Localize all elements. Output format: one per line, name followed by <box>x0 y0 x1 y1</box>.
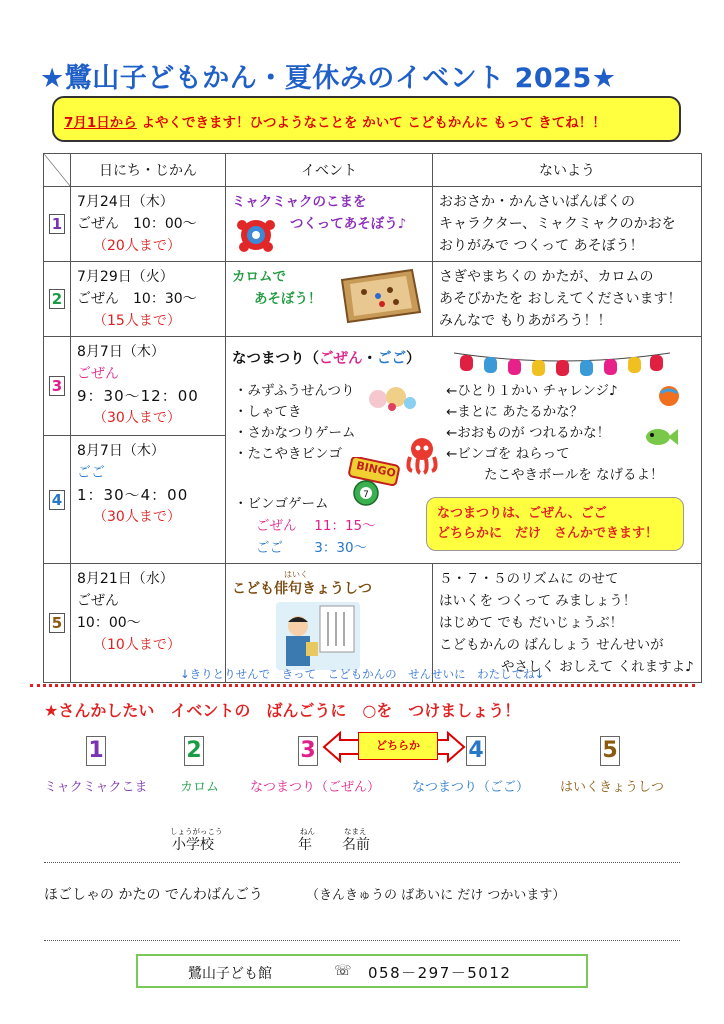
row-number: 2 <box>49 289 65 309</box>
event-ruby: はいく <box>284 570 308 579</box>
table-header-row <box>44 154 702 187</box>
phone-number: 058－297－5012 <box>368 964 512 982</box>
row-time: ごぜん 10：30～ <box>77 291 197 307</box>
row-limit: （15人まで） <box>93 313 181 329</box>
option-number-4[interactable]: 4 <box>466 736 486 766</box>
phone-label: ほごしゃの かたの でんわばんごう <box>44 887 263 903</box>
header-event: イベント <box>226 154 433 187</box>
table-row <box>44 262 702 337</box>
list-item: ・さかなつりゲーム <box>234 425 356 441</box>
myakumyaku-top-illustration <box>234 213 278 253</box>
option-label-1: ミャクミャクこま <box>44 780 148 795</box>
grade-label: 年 <box>298 837 312 853</box>
event-title-line1: ミャクミャクのこまを <box>232 194 367 210</box>
notice-text: よやくできます！ひつようなことを かいて こどもかんに もって きてね！！ <box>136 115 606 131</box>
row-limit: （30人まで） <box>93 410 181 426</box>
option-label-5: はいくきょうしつ <box>560 780 665 795</box>
name-label: 名前 <box>342 837 370 853</box>
list-item: ・みずふうせんつり <box>234 383 355 399</box>
notice-date: 7月1日から <box>64 115 137 131</box>
schedule-table <box>43 153 702 683</box>
bingo-game-label: ・ビンゴゲーム <box>234 496 329 512</box>
row-event-cell <box>226 262 433 337</box>
event-title-line2: あそぼう！ <box>254 291 322 307</box>
row-date: 8月7日（木） <box>77 344 165 360</box>
table-row <box>44 564 702 683</box>
natsumatsuri-note: なつまつりは、ごぜん、ごご どちらかに だけ さんかできます！ <box>426 497 684 551</box>
either-label: どちらか <box>358 732 438 760</box>
row-number: 1 <box>49 214 65 234</box>
option-label-2: カロム <box>180 780 220 795</box>
header-date: 日にち・じかん <box>71 154 226 187</box>
content-line: キャラクター、ミャクミャクのかおを <box>439 216 676 232</box>
org-name: 鷺山子ども館 <box>188 966 272 982</box>
row-date-cell <box>71 436 226 564</box>
row-content-cell <box>433 564 702 683</box>
phone-icon: ☏ <box>334 963 352 979</box>
name-write-line[interactable] <box>44 862 680 863</box>
natsumatsuri-cell <box>226 337 702 564</box>
bingo-sign-text: BINGO <box>355 458 397 481</box>
list-item: ・たこやきビンゴ <box>234 446 342 462</box>
event-title-line1: カロムで <box>232 269 286 285</box>
description-line: ←おおものが つれるかな！ <box>446 425 611 441</box>
option-number-3[interactable]: 3 <box>298 736 318 766</box>
carrom-board-illustration <box>334 266 422 326</box>
fish-illustration <box>642 425 678 449</box>
row-limit: （20人まで） <box>93 238 181 254</box>
row-period: ごご <box>77 465 105 481</box>
bingo-am-time: ごぜん 11：15～ <box>256 518 376 534</box>
cut-line <box>30 684 695 687</box>
content-line: おりがみで つくって あそぼう！ <box>439 238 644 254</box>
natsumatsuri-items <box>234 381 356 465</box>
school-label: 小学校 <box>172 837 214 853</box>
row-date: 7月24日（木） <box>77 194 174 210</box>
water-balloon-animals-illustration <box>366 377 416 411</box>
row-date-cell <box>71 187 226 262</box>
description-line: ←ひとり１かい チャレンジ♪ <box>446 383 618 399</box>
event-title-line2: つくってあそぼう♪ <box>290 216 407 232</box>
content-line: やさしく おしえて くれますよ♪ <box>501 659 694 675</box>
list-item: ・しゃてき <box>234 404 302 420</box>
option-number-1[interactable]: 1 <box>86 736 106 766</box>
row-time-label: ごぜん <box>77 593 119 609</box>
row-event-cell <box>226 564 433 683</box>
row-date-cell <box>71 337 226 436</box>
bingo-game-block <box>234 493 376 559</box>
table-row <box>44 337 702 436</box>
row-content-cell <box>433 187 702 262</box>
header-content: ないよう <box>433 154 702 187</box>
row-time: 1：30～4：00 <box>77 486 189 504</box>
description-line: ←まとに あたるかな？ <box>446 404 584 420</box>
natsumatsuri-title: なつまつり（ごぜん・ごご） <box>232 351 421 367</box>
phone-write-line[interactable] <box>44 940 680 941</box>
row-number: 3 <box>49 376 65 396</box>
event-title: こども俳句きょうしつ <box>232 581 372 597</box>
natsumatsuri-descriptions <box>446 381 664 486</box>
row-event-cell <box>226 187 433 262</box>
table-row <box>44 187 702 262</box>
cut-instruction: ↓きりとりせんで きって こどもかんの せんせいに わたしてね↓ <box>180 667 545 681</box>
content-line: あそびかたを おしえてくださいます！ <box>439 291 682 307</box>
content-line: こどもかんの ばんしょう せんせいが <box>439 637 664 653</box>
school-ruby: しょうがっこう <box>170 827 223 836</box>
row-limit: （10人まで） <box>93 637 181 653</box>
row-number: 5 <box>49 613 65 633</box>
row-date: 8月21日（水） <box>77 571 174 587</box>
content-line: さぎやまちくの かたが、カロムの <box>439 269 654 285</box>
svg-text:7: 7 <box>363 490 369 500</box>
header-corner <box>44 154 71 187</box>
description-line: ←ビンゴを ねらって <box>446 446 570 462</box>
row-limit: （30人まで） <box>93 509 181 525</box>
bingo-pm-time: ごご 3：30～ <box>256 540 368 556</box>
row-time: ごぜん 10：00～ <box>77 216 197 232</box>
content-line: おおさか・かんさいばんぱくの <box>439 194 635 210</box>
row-date: 7月29日（火） <box>77 269 174 285</box>
row-time: 9：30～12：00 <box>77 387 199 405</box>
option-number-2[interactable]: 2 <box>184 736 204 766</box>
row-date-cell <box>71 262 226 337</box>
selection-instruction: ★さんかしたい イベントの ばんごうに ○を つけましょう！ <box>44 701 521 720</box>
row-date-cell <box>71 564 226 683</box>
description-line: たこやきボールを なげるよ！ <box>484 467 664 483</box>
haiku-teacher-illustration <box>276 602 360 670</box>
lantern-garland-illustration <box>452 347 672 377</box>
content-line: みんなで もりあがろう！！ <box>439 313 612 329</box>
page-title: ★鷺山子どもかん・夏休みのイベント 2025★ <box>40 63 617 94</box>
content-line: はいくを つくって みましょう！ <box>439 593 637 609</box>
yoyo-balloon-illustration <box>656 383 682 409</box>
grade-ruby: ねん <box>300 827 315 836</box>
name-ruby: なまえ <box>344 827 367 836</box>
option-label-4: なつまつり（ごご） <box>412 780 530 795</box>
content-line: ５・７・５のリズムに のせて <box>439 571 619 587</box>
reservation-notice <box>52 96 681 142</box>
option-label-3: なつまつり（ごぜん） <box>250 780 381 795</box>
octopus-illustration <box>402 435 442 475</box>
row-date: 8月7日（木） <box>77 443 165 459</box>
contact-box <box>136 954 588 988</box>
row-time: 10：00～ <box>77 615 141 631</box>
content-line: はじめて でも だいじょうぶ！ <box>439 615 624 631</box>
row-number: 4 <box>49 490 65 510</box>
option-number-5[interactable]: 5 <box>600 736 620 766</box>
row-content-cell <box>433 262 702 337</box>
row-period: ごぜん <box>77 366 119 382</box>
phone-note: （きんきゅうの ばあいに だけ つかいます） <box>306 888 566 903</box>
